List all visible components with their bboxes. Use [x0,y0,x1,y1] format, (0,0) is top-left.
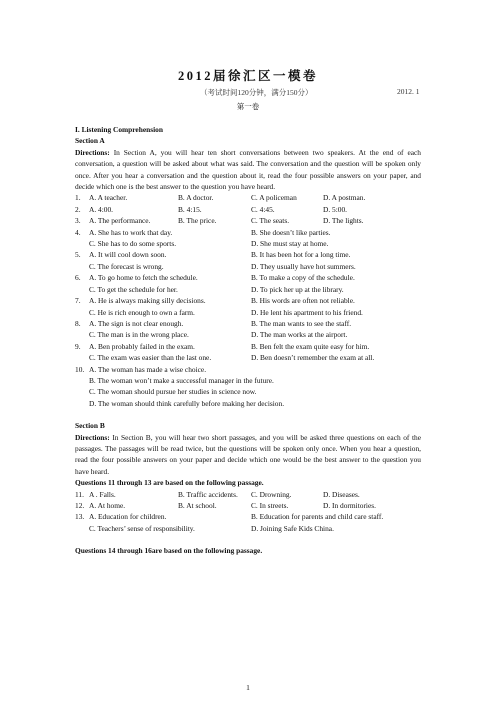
question-6 [75,272,421,295]
option-c: C. 4:45. [251,204,275,214]
question-5 [75,249,421,272]
option-a: A. The sign is not clear enough. [89,318,184,328]
option-c: C. Teachers’ sense of responsibility. [89,523,195,533]
option-b: B. The man wants to see the staff. [251,318,352,328]
option-c: C. She has to do some sports. [89,239,177,249]
directions-text: In Section A, you will hear ten short conversations between two speakers. At the end of each conversation, a question will be asked about what was said. The conversation and the question will be spoken only once. After you hear a conversation and the question about it, read the four possible answers on your paper, and decide which one is the best answer to the question you have heard. [75,147,421,192]
directions-label: Directions: [75,147,110,157]
question-number: 2. [75,204,81,214]
option-a: A. To go home to fetch the schedule. [89,273,198,283]
question-number: 7. [75,296,81,306]
option-a: A. The woman has made a wise choice. [89,364,207,374]
exam-content [75,124,421,557]
exam-date: 2012. 1 [397,87,420,96]
option-b: B. Ben felt the exam quite easy for him. [251,341,370,351]
option-b: B. The woman won’t make a successful manager in the future. [89,375,274,385]
section-a-heading: Section A [75,136,105,146]
option-c: C. The woman should pursue her studies in science now. [89,387,257,397]
option-d: D. The woman should think carefully before making her decision. [89,398,285,408]
directions-text: In Section B, you will hear two short passages, and you will be asked three questions on each of the passages. The passages will be read twice, but the questions will be spoken only once. When you hear a question, read the four possible answers on your paper and decide which one would be the best answer to the question you have heard. [75,432,421,476]
question-number: 4. [75,227,81,237]
part-heading: I. Listening Comprehension [75,125,163,134]
option-a: A. At home. [89,501,126,510]
option-d: D. Diseases. [323,489,360,499]
question-3 [75,215,421,226]
option-b: B. It has been hot for a long time. [251,250,351,260]
exam-subtitle: （考试时间120分钟，满分150分） [200,88,313,97]
option-a: A. 4:00. [89,204,114,214]
question-8 [75,318,421,341]
question-13 [75,511,421,534]
question-number: 9. [75,341,81,351]
option-c: C. Drowning. [251,489,292,499]
option-b: B. At school. [178,501,217,510]
question-group-heading: Questions 11 through 13 are based on the following passage. [75,478,264,488]
option-a: A. It will cool down soon. [89,250,167,260]
question-4 [75,227,421,250]
question-number: 8. [75,318,81,328]
section-b-heading: Section B [75,421,105,431]
option-b: B. Education for parents and child care staff. [251,512,384,522]
option-a: A. The performance. [89,216,151,226]
option-c: C. To get the schedule for her. [89,284,178,294]
option-b: B. To make a copy of the schedule. [251,273,355,283]
option-c: C. He is rich enough to own a farm. [89,307,195,317]
option-b: B. His words are often not reliable. [251,296,355,306]
question-number: 10. [75,364,85,374]
option-d: D. Ben doesn’t remember the exam at all. [251,353,375,363]
question-group-heading: Questions 14 through 16are based on the following passage. [75,546,263,556]
option-d: D. The lights. [323,216,364,226]
option-d: D. 5:00. [323,204,348,214]
option-b: B. She doesn’t like parties. [251,227,331,237]
option-a: A. He is always making silly decisions. [89,296,206,306]
question-12 [75,500,421,511]
section-b-directions [75,432,421,478]
exam-title: 2012届徐汇区一模卷 [177,69,318,83]
question-9 [75,341,421,364]
option-b: B. A doctor. [178,193,214,203]
question-number: 5. [75,250,81,260]
question-10 [75,364,421,410]
section-a-directions [75,147,421,193]
option-c: C. A policeman [251,193,297,203]
question-number: 3. [75,216,81,226]
option-c: C. In streets. [251,501,289,510]
page-number: 1 [246,683,250,692]
option-d: D. To pick her up at the library. [251,284,344,294]
option-c: C. The man is in the wrong place. [89,330,189,340]
option-c: C. The forecast is wrong. [89,261,164,271]
option-a: A . Falls. [89,489,116,499]
option-d: D. The man works at the airport. [251,330,348,340]
question-7 [75,295,421,318]
question-11 [75,489,421,500]
option-a: A. Ben probably failed in the exam. [89,341,195,351]
option-c: C. The exam was easier than the last one. [89,353,212,363]
option-d: D. They usually have hot summers. [251,261,356,271]
option-d: D. He lent his apartment to his friend. [251,307,363,317]
question-number: 1. [75,193,81,203]
option-b: B. Traffic accidents. [178,489,238,499]
question-2 [75,204,421,215]
option-a: A. Education for children. [89,512,167,522]
option-c: C. The seats. [251,216,290,226]
question-1 [75,192,421,203]
option-b: B. The price. [178,216,217,226]
volume-label: 第一卷 [236,102,260,111]
option-b: B. 4:15. [178,204,202,214]
question-number: 11. [75,489,84,499]
option-d: D. Joining Safe Kids China. [251,523,334,533]
option-a: A. A teacher. [89,193,128,203]
directions-label: Directions: [75,432,110,442]
option-d: D. In dormitories. [323,501,376,510]
question-number: 6. [75,273,81,283]
question-number: 12. [75,501,85,510]
option-d: D. She must stay at home. [251,239,329,249]
question-number: 13. [75,512,85,522]
option-a: A. She has to work that day. [89,227,173,237]
option-d: D. A postman. [323,193,366,203]
